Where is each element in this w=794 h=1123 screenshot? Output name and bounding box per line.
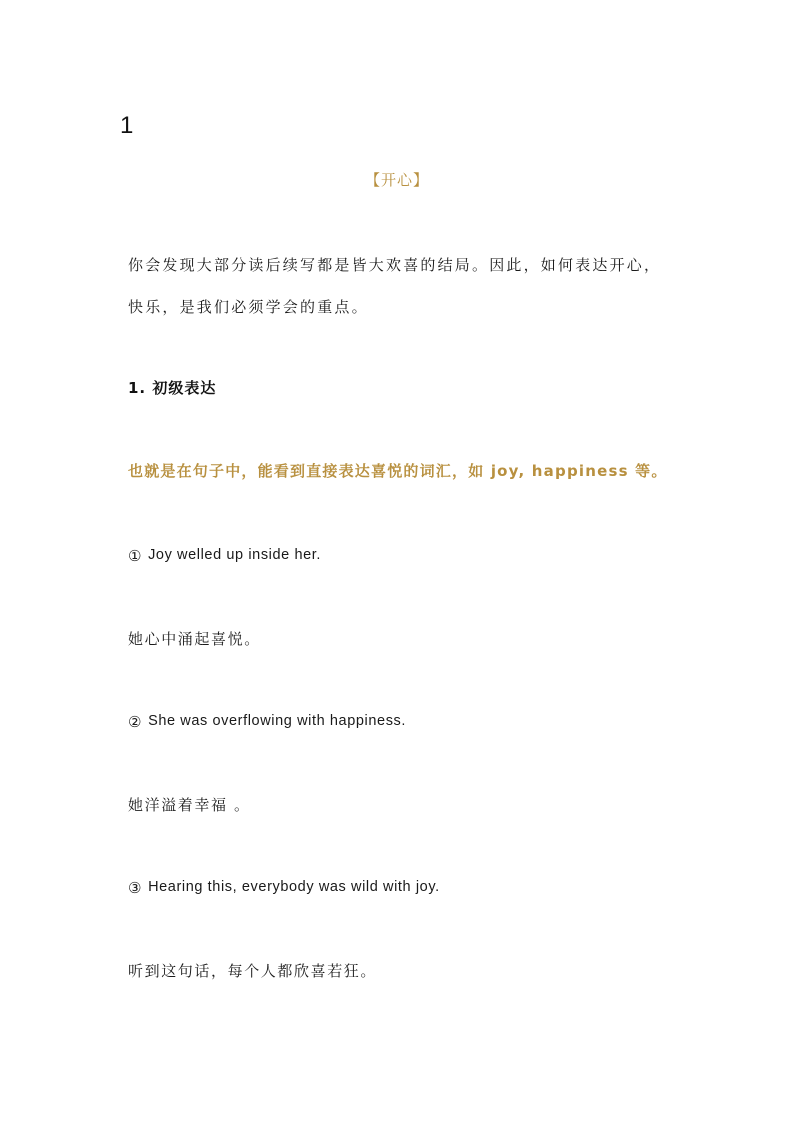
example-2 <box>128 711 406 729</box>
example-marker: ① <box>128 547 143 565</box>
section-heading: 【开心】 <box>364 171 429 189</box>
example-marker: ② <box>128 713 143 731</box>
example-1 <box>128 545 321 563</box>
example-english: Joy welled up inside her. <box>148 547 322 563</box>
page-number: 1 <box>120 112 134 139</box>
example-3-translation: 听到这句话，每个人都欣喜若狂。 <box>128 962 378 980</box>
subsection-note: 也就是在句子中，能看到直接表达喜悦的词汇，如 joy, happiness 等。 <box>128 462 668 480</box>
example-1-translation: 她心中涌起喜悦。 <box>128 630 261 648</box>
example-english: She was overflowing with happiness. <box>148 713 407 729</box>
intro-line-1: 你会发现大部分读后续写都是皆大欢喜的结局。因此，如何表达开心， <box>128 256 662 274</box>
example-2-translation: 她洋溢着幸福 。 <box>128 796 251 814</box>
example-english: Hearing this, everybody was wild with joy. <box>148 879 440 895</box>
example-marker: ③ <box>128 879 143 897</box>
intro-line-2: 快乐，是我们必须学会的重点。 <box>128 298 369 316</box>
subsection-title: 1. 初级表达 <box>128 379 217 397</box>
example-3 <box>128 877 440 895</box>
